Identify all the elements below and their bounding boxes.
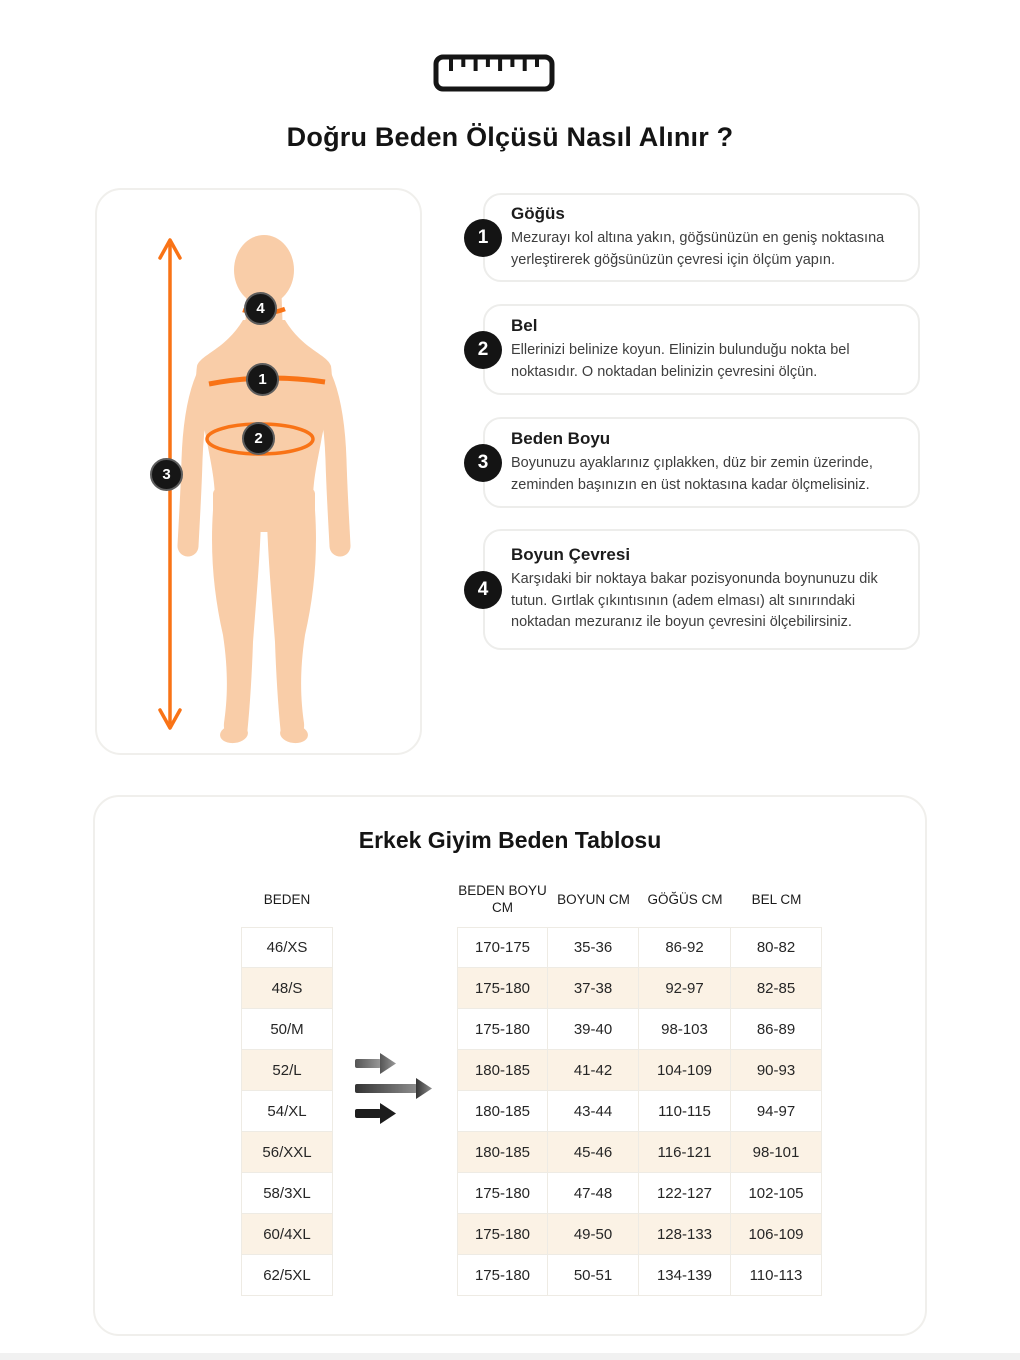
- data-cell: 128-133: [639, 1214, 731, 1255]
- data-cell: 47-48: [548, 1173, 639, 1214]
- size-cell: 60/4XL: [241, 1214, 333, 1255]
- table-row: [457, 927, 822, 968]
- instruction-card-beden-boyu: [477, 417, 920, 508]
- data-cell: 106-109: [731, 1214, 822, 1255]
- data-cell: 175-180: [457, 1255, 548, 1296]
- size-label-column: [241, 927, 333, 1296]
- instruction-title: Bel: [511, 316, 538, 336]
- table-row: [457, 1009, 822, 1050]
- step-number-badge: 1: [464, 219, 502, 257]
- instruction-text: Karşıdaki bir noktaya bakar pozisyonunda boynunuzu dik tutun. Gırtlak çıkıntısının (adem elması) alt sınırındaki noktadan mezuranız ile boyun çevresini ölçebilirsiniz.: [511, 571, 878, 631]
- column-header-gogus: GÖĞÜS CM: [647, 891, 723, 907]
- data-cell: 80-82: [731, 927, 822, 968]
- size-cell: 52/L: [241, 1050, 333, 1091]
- step-number-badge: 4: [464, 571, 502, 609]
- data-cell: 41-42: [548, 1050, 639, 1091]
- instruction-card-boyun-cevresi: [477, 529, 920, 650]
- data-cell: 94-97: [731, 1091, 822, 1132]
- column-header-beden-boyu: BEDEN BOYU CM: [458, 883, 547, 915]
- size-cell: 56/XXL: [241, 1132, 333, 1173]
- size-cell: 58/3XL: [241, 1173, 333, 1214]
- page-bottom-divider: [0, 1353, 1020, 1360]
- body-figure-illustration: [97, 190, 420, 753]
- data-cell: 175-180: [457, 1009, 548, 1050]
- size-table-panel: [93, 795, 927, 1336]
- step-number-badge: 2: [464, 331, 502, 369]
- instruction-title: Beden Boyu: [511, 429, 611, 449]
- data-cell: 180-185: [457, 1132, 548, 1173]
- figure-badge-chest: 1: [246, 363, 279, 396]
- data-cell: 116-121: [639, 1132, 731, 1173]
- column-header-beden: BEDEN: [263, 891, 311, 907]
- instruction-card-gogus: [477, 193, 920, 282]
- data-cell: 45-46: [548, 1132, 639, 1173]
- figure-badge-height: 3: [150, 458, 183, 491]
- data-cell: 90-93: [731, 1050, 822, 1091]
- instruction-text: Mezurayı kol altına yakın, göğsünüzün en geniş noktasına yerleştirerek göğsünüzün çevresi için ölçüm yapın.: [511, 230, 885, 268]
- table-row: [457, 1132, 822, 1173]
- data-cell: 175-180: [457, 968, 548, 1009]
- data-cell: 39-40: [548, 1009, 639, 1050]
- figure-badge-waist: 2: [242, 422, 275, 455]
- table-row: [457, 1255, 822, 1296]
- data-cell: 50-51: [548, 1255, 639, 1296]
- data-cell: 35-36: [548, 927, 639, 968]
- ruler-icon: [433, 54, 555, 92]
- table-row: [457, 1214, 822, 1255]
- data-cell: 98-101: [731, 1132, 822, 1173]
- table-row: [457, 1050, 822, 1091]
- figure-badge-neck: 4: [244, 292, 277, 325]
- data-cell: 104-109: [639, 1050, 731, 1091]
- data-cell: 92-97: [639, 968, 731, 1009]
- instruction-card-bel: [477, 304, 920, 395]
- table-row: [457, 1173, 822, 1214]
- data-cell: 134-139: [639, 1255, 731, 1296]
- data-cell: 43-44: [548, 1091, 639, 1132]
- column-header-boyun: BOYUN CM: [557, 891, 630, 907]
- compare-arrows-icon: [354, 1051, 446, 1127]
- instruction-title: Göğüs: [511, 204, 565, 224]
- data-cell: 180-185: [457, 1050, 548, 1091]
- size-cell: 54/XL: [241, 1091, 333, 1132]
- data-cell: 86-92: [639, 927, 731, 968]
- size-cell: 48/S: [241, 968, 333, 1009]
- data-cell: 37-38: [548, 968, 639, 1009]
- instruction-text: Boyunuzu ayaklarınız çıplakken, düz bir zemin üzerinde, zeminden başınızın en üst noktasına kadar ölçmelisiniz.: [511, 455, 873, 493]
- size-cell: 50/M: [241, 1009, 333, 1050]
- data-cell: 110-115: [639, 1091, 731, 1132]
- instruction-text: Ellerinizi belinize koyun. Elinizin bulunduğu nokta bel noktasıdır. O noktadan belinizin çevresini ölçün.: [511, 342, 850, 380]
- table-row: [457, 968, 822, 1009]
- step-number-badge: 3: [464, 444, 502, 482]
- data-cell: 122-127: [639, 1173, 731, 1214]
- size-cell: 46/XS: [241, 927, 333, 968]
- data-cell: 175-180: [457, 1214, 548, 1255]
- data-cell: 175-180: [457, 1173, 548, 1214]
- page-title: Doğru Beden Ölçüsü Nasıl Alınır ?: [286, 122, 734, 152]
- data-cell: 170-175: [457, 927, 548, 968]
- table-row: [457, 1091, 822, 1132]
- instruction-title: Boyun Çevresi: [511, 545, 631, 565]
- body-figure-panel: [95, 188, 422, 755]
- data-cell: 82-85: [731, 968, 822, 1009]
- data-cell: 49-50: [548, 1214, 639, 1255]
- size-table-title: Erkek Giyim Beden Tablosu: [358, 827, 662, 853]
- data-cell: 180-185: [457, 1091, 548, 1132]
- data-cell: 86-89: [731, 1009, 822, 1050]
- data-cell: 102-105: [731, 1173, 822, 1214]
- data-cell: 110-113: [731, 1255, 822, 1296]
- size-data-grid: [457, 927, 822, 1296]
- column-header-bel: BEL CM: [751, 891, 802, 907]
- size-cell: 62/5XL: [241, 1255, 333, 1296]
- data-cell: 98-103: [639, 1009, 731, 1050]
